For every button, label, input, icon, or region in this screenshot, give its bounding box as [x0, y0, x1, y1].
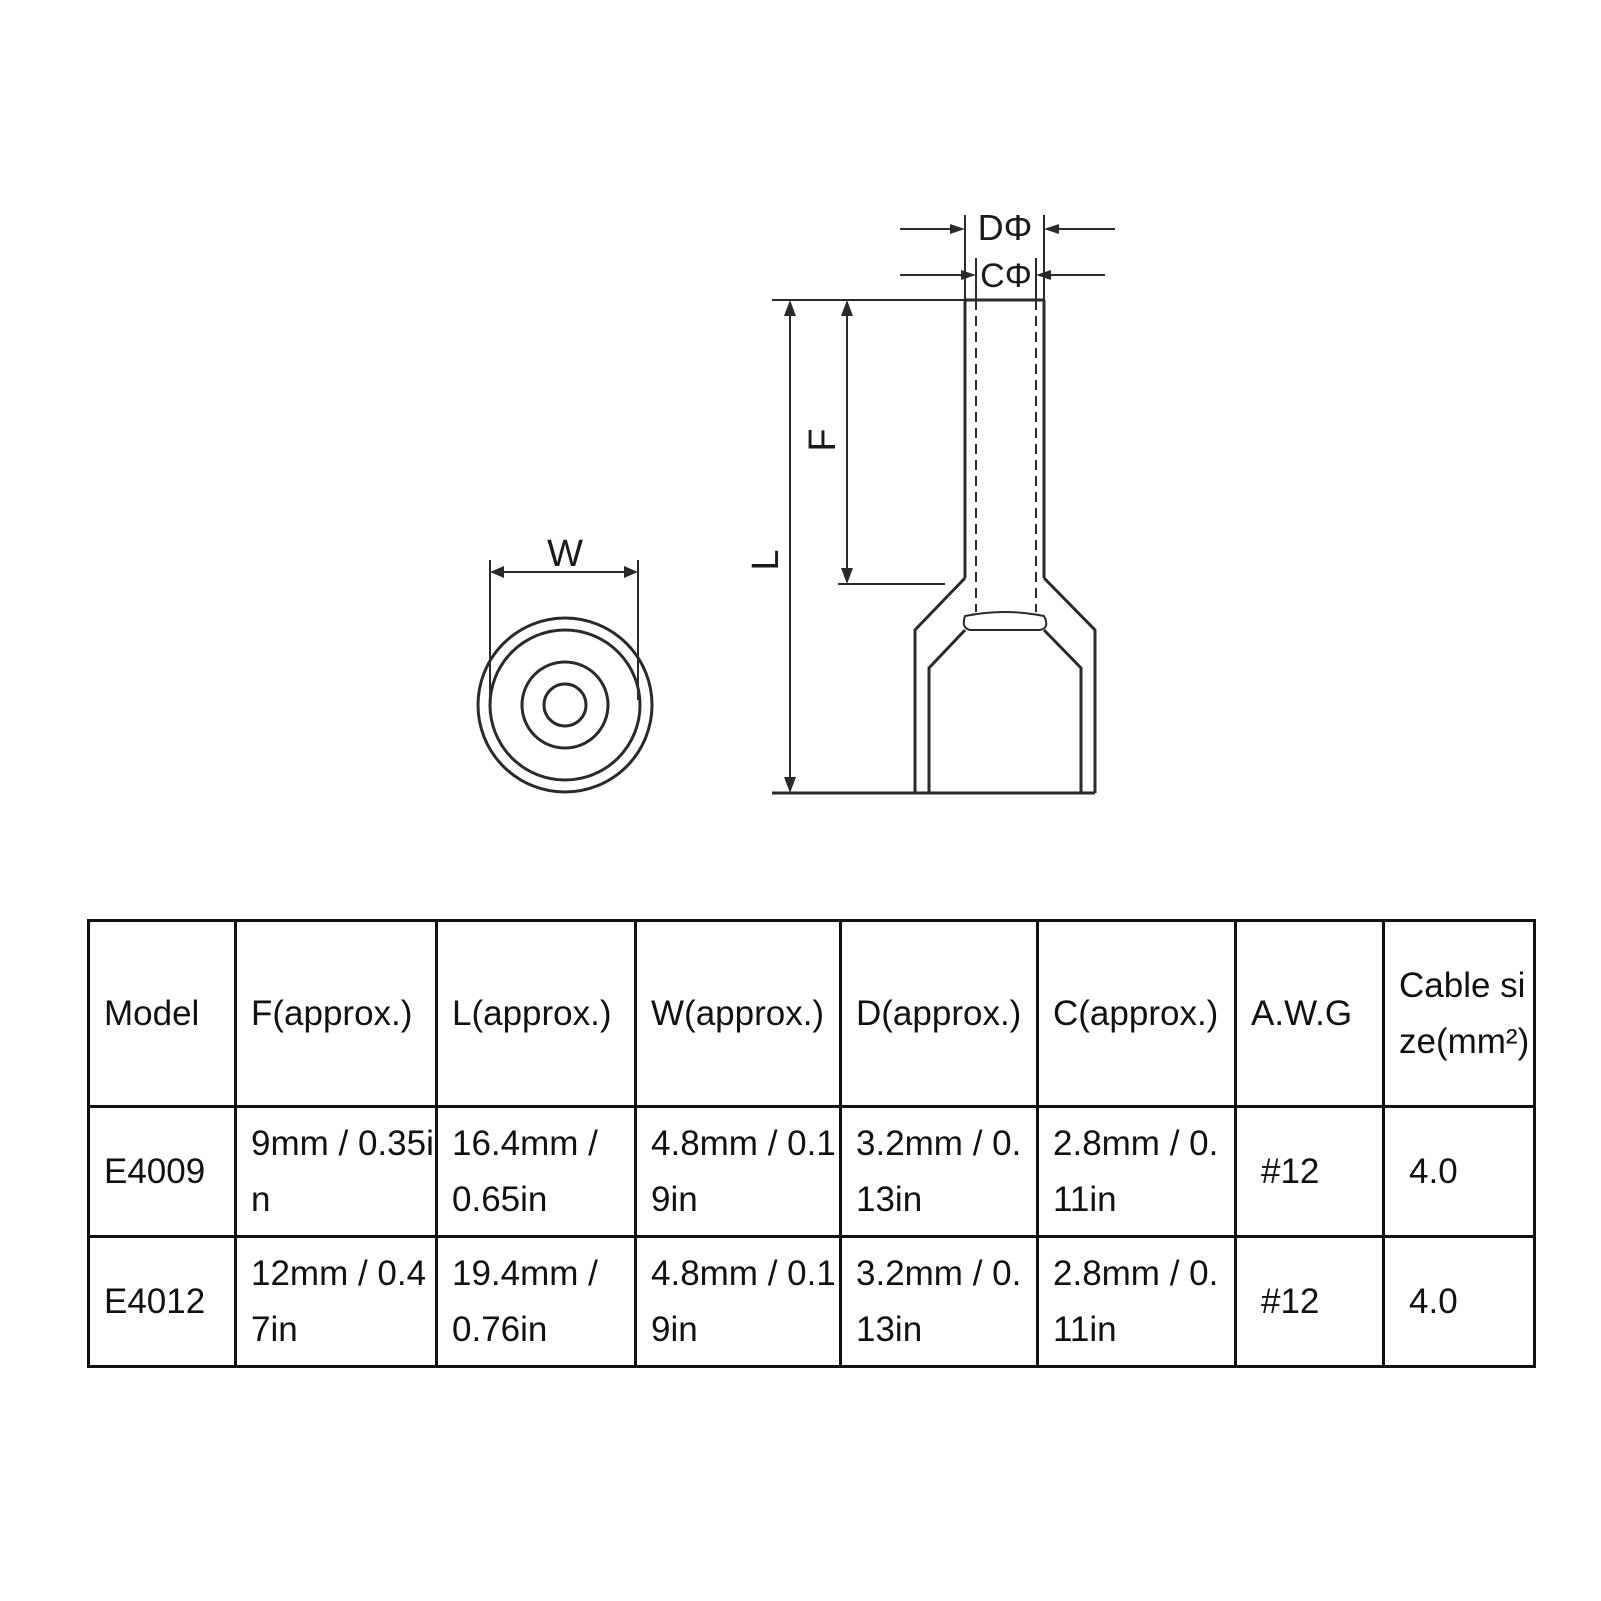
end-view [478, 560, 652, 792]
spec-table [87, 919, 1536, 1368]
cell-w: 4.8mm / 0.19in [636, 1237, 841, 1367]
header-model: Model [89, 921, 236, 1107]
crimp-ring [964, 612, 1046, 630]
header-l: L(approx.) [437, 921, 636, 1107]
table-row [89, 1107, 1535, 1237]
cell-model: E4012 [89, 1237, 236, 1367]
cell-cable-size: 4.0 [1384, 1107, 1535, 1237]
collar-inner-right [1044, 630, 1081, 793]
table-row [89, 1237, 1535, 1367]
side-view [772, 215, 1115, 793]
header-awg: A.W.G [1236, 921, 1384, 1107]
c-arrow-left [961, 270, 976, 280]
cell-l: 16.4mm / 0.65in [437, 1107, 636, 1237]
cell-awg: #12 [1236, 1237, 1384, 1367]
cell-d: 3.2mm / 0.13in [841, 1237, 1038, 1367]
header-row [89, 921, 1535, 1107]
cell-awg: #12 [1236, 1107, 1384, 1237]
f-label: F [802, 428, 844, 452]
header-f: F(approx.) [236, 921, 437, 1107]
w-label: W [547, 533, 583, 575]
w-arrow-left [490, 566, 504, 578]
l-label: L [745, 549, 787, 571]
l-arrow-top [784, 300, 796, 316]
collar-inner-left [929, 630, 965, 793]
outer-circle [478, 618, 652, 792]
f-arrow-bottom [841, 568, 853, 584]
d-arrow-right [1044, 224, 1059, 234]
collar-outer [915, 578, 965, 793]
header-c: C(approx.) [1038, 921, 1236, 1107]
w-arrow-right [624, 566, 638, 578]
d-label: DΦ [977, 207, 1033, 248]
cell-w: 4.8mm / 0.19in [636, 1107, 841, 1237]
header-w: W(approx.) [636, 921, 841, 1107]
c-label: CΦ [980, 257, 1032, 295]
header-cable-size: Cable size(mm²) [1384, 921, 1535, 1107]
cell-l: 19.4mm / 0.76in [437, 1237, 636, 1367]
cell-c: 2.8mm / 0.11in [1038, 1107, 1236, 1237]
header-d: D(approx.) [841, 921, 1038, 1107]
collar-circle [490, 630, 640, 780]
d-arrow-left [950, 224, 965, 234]
cell-c: 2.8mm / 0.11in [1038, 1237, 1236, 1367]
bore-circle [544, 684, 586, 726]
cell-model: E4009 [89, 1107, 236, 1237]
cell-cable-size: 4.0 [1384, 1237, 1535, 1367]
barrel-circle [522, 662, 608, 748]
collar-outer-right [1044, 578, 1095, 793]
cell-f: 9mm / 0.35in [236, 1107, 437, 1237]
f-arrow-top [841, 300, 853, 316]
l-arrow-bottom [784, 777, 796, 793]
cell-d: 3.2mm / 0.13in [841, 1107, 1038, 1237]
cell-f: 12mm / 0.47in [236, 1237, 437, 1367]
